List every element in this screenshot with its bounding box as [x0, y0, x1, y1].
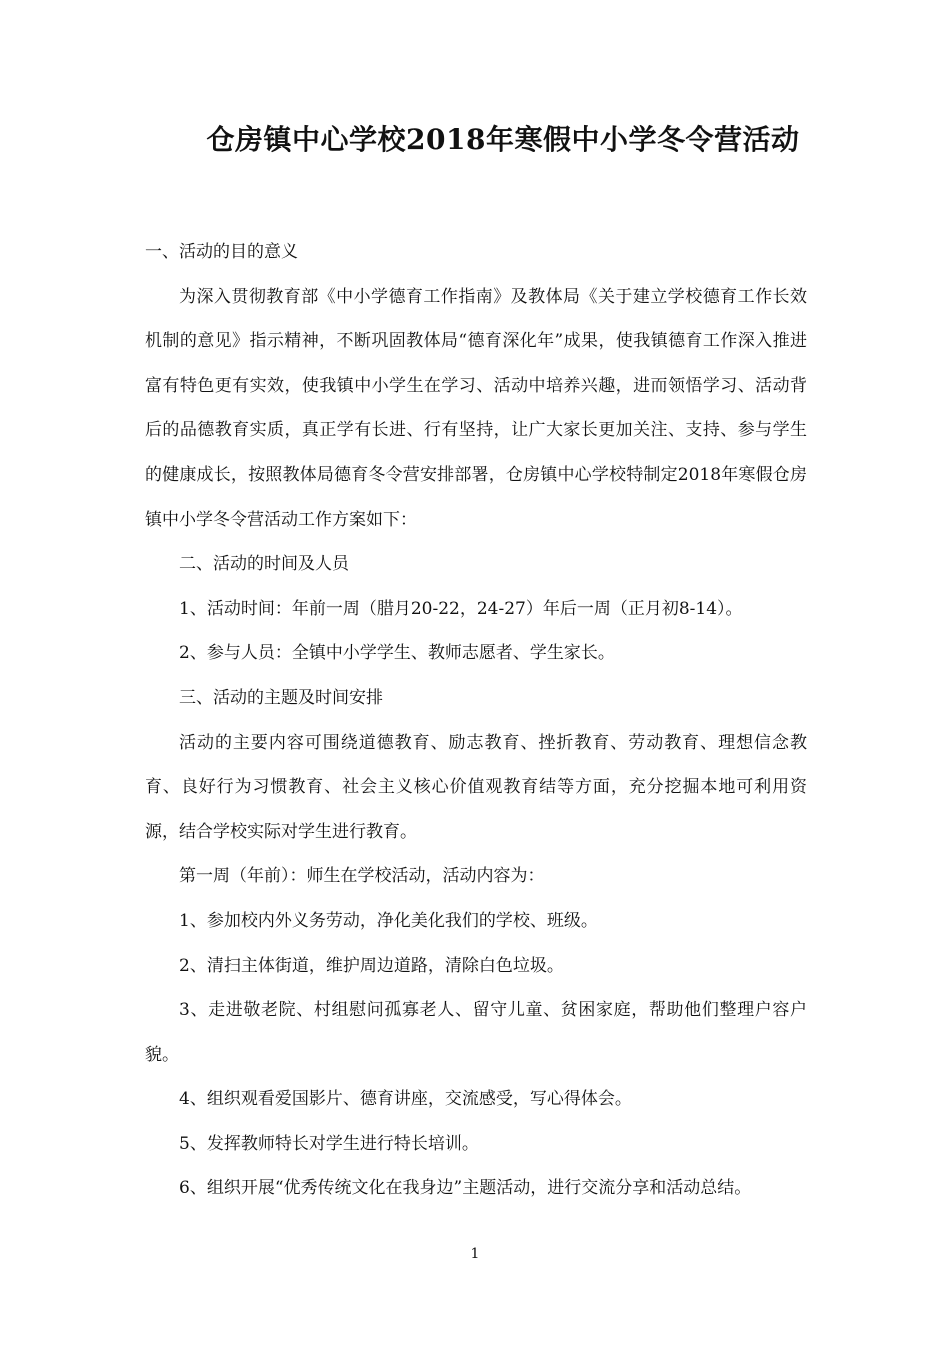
list-item-culture-activity: 6、组织开展“优秀传统文化在我身边”主题活动，进行交流分享和活动总结。	[179, 1178, 752, 1199]
section-heading-time-people: 二、活动的时间及人员	[179, 554, 349, 575]
list-item-labor: 1、参加校内外义务劳动，净化美化我们的学校、班级。	[179, 910, 598, 931]
section-heading-theme-schedule: 三、活动的主题及时间安排	[179, 687, 383, 708]
paragraph-purpose: 为深入贯彻教育部《中小学德育工作指南》及教体局《关于建立学校德育工作长效机制的意见》指示精神，不断巩固教体局“德育深化年”成果，使我镇德育工作深入推进富有特色更有实效，使我镇中小学生在学习、活动中培养兴趣，进而领悟学习、活动背后的品德教育实质，真正学有长进、行有坚持，让广大家长更加关注、支持、参与学生的健康成长，按照教体局德育冬令营安排部署，仓房镇中心学校特制定2018年寒假仓房镇中小学冬令营活动工作方案如下：	[145, 286, 807, 530]
paragraph-first-week: 第一周（年前）：师生在学校活动，活动内容为：	[179, 866, 545, 887]
list-item-street-cleaning: 2、清扫主体街道，维护周边道路，清除白色垃圾。	[179, 955, 564, 976]
list-item-films-lectures: 4、组织观看爱国影片、德育讲座，交流感受，写心得体会。	[179, 1089, 632, 1110]
section-heading-purpose: 一、活动的目的意义	[145, 242, 298, 262]
page-number: 1	[470, 1246, 480, 1262]
list-item-activity-time: 1、活动时间：年前一周（腊月20-22，24-27）年后一周（正月初8-14）。	[179, 598, 743, 619]
document-body	[145, 230, 807, 1211]
list-item-participants: 2、参与人员：全镇中小学学生、教师志愿者、学生家长。	[179, 643, 615, 664]
list-item-teacher-training: 5、发挥教师特长对学生进行特长培训。	[179, 1133, 479, 1154]
list-item-visits: 3、走进敬老院、村组慰问孤寡老人、留守儿童、贫困家庭，帮助他们整理户容户貌。	[145, 1000, 807, 1065]
document-title: 仓房镇中心学校2018年寒假中小学冬令营活动	[206, 123, 800, 156]
paragraph-main-content: 活动的主要内容可围绕道德教育、励志教育、挫折教育、劳动教育、理想信念教育、良好行为习惯教育、社会主义核心价值观教育结等方面，充分挖掘本地可利用资源，结合学校实际对学生进行教育。	[145, 732, 807, 842]
